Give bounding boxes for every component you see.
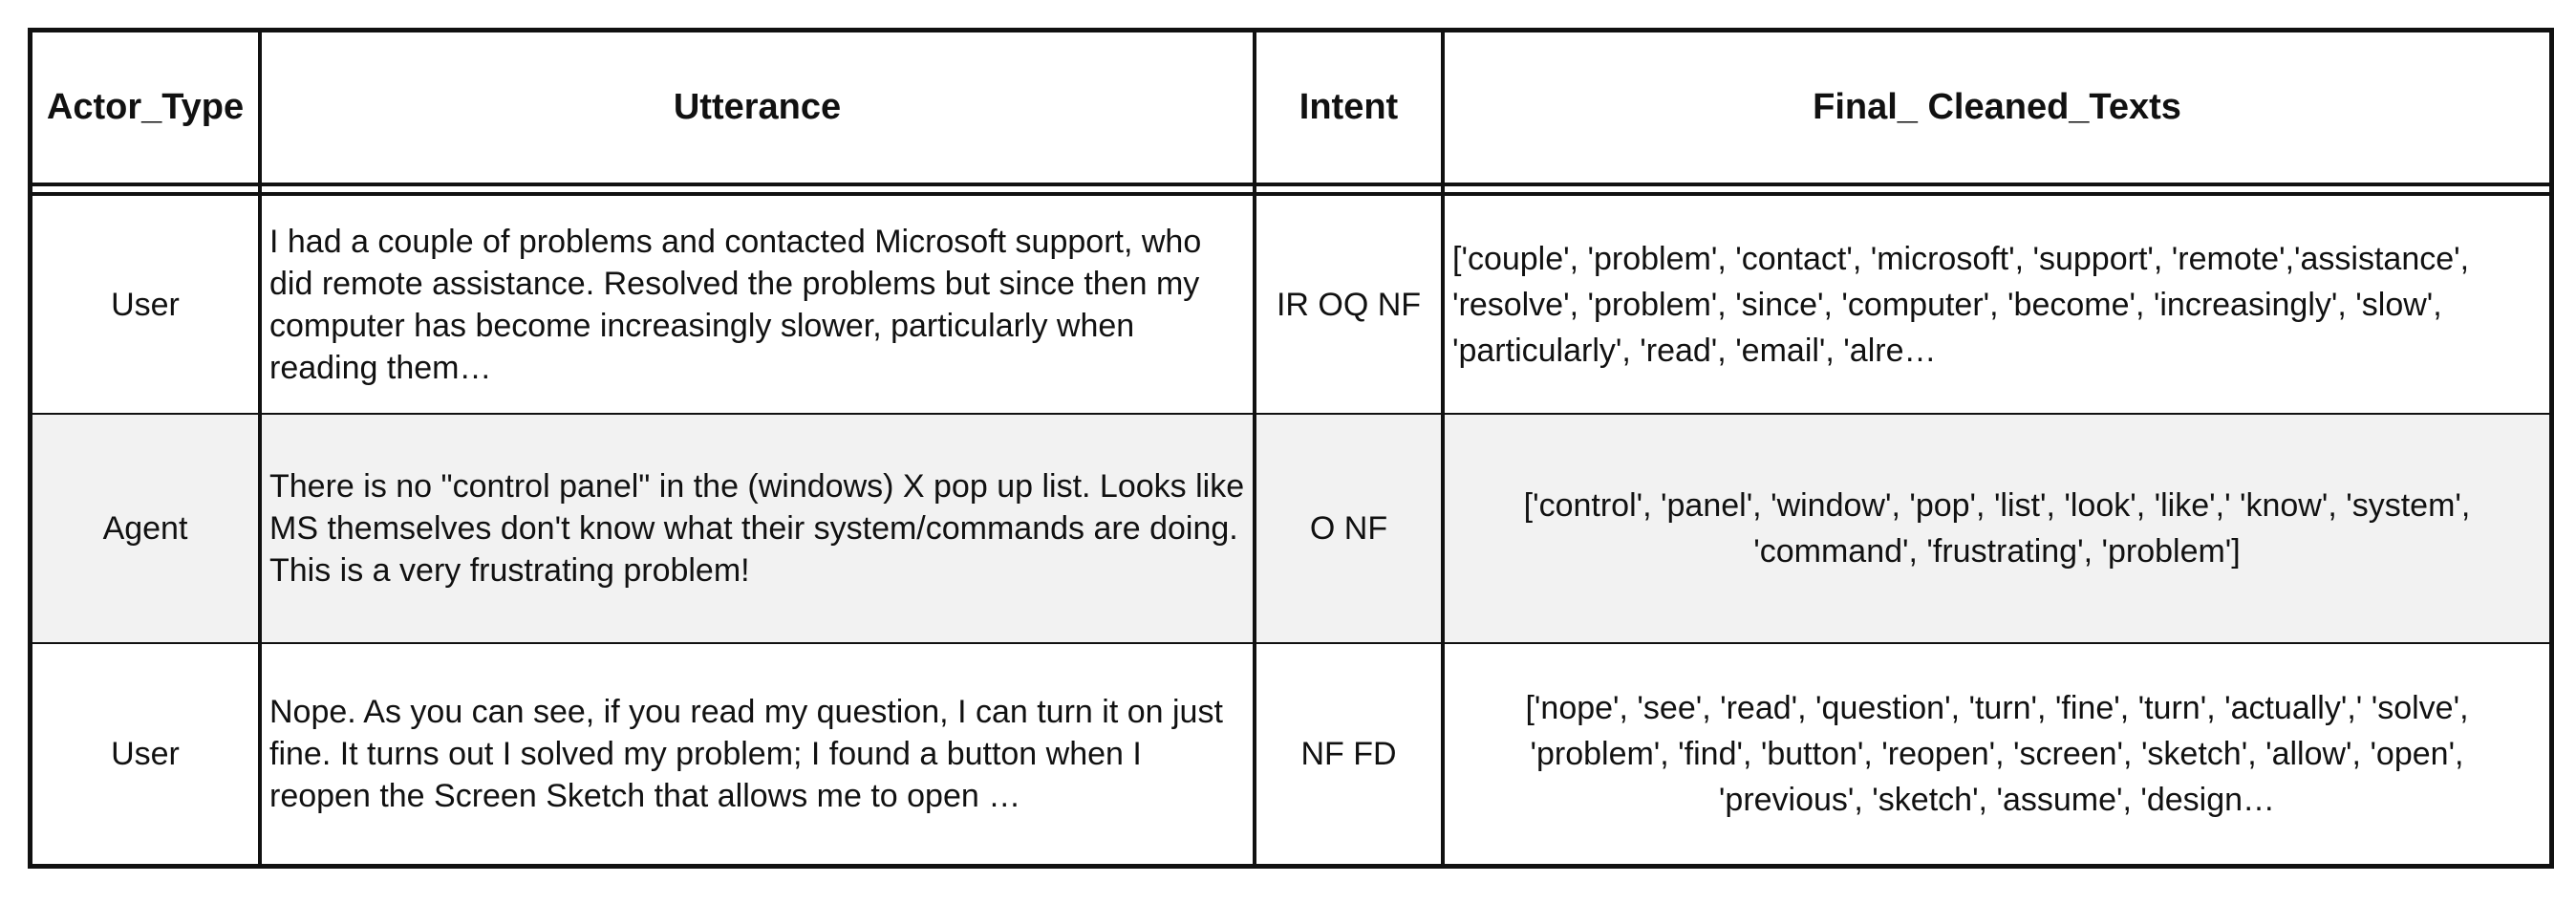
data-table [28, 28, 2554, 869]
header-utterance: Utterance [673, 87, 842, 127]
header-final-cleaned-texts: Final_ Cleaned_Texts [1813, 87, 2181, 127]
row-2-utterance: There is no "control panel" in the (windows) X pop up list. Looks like MS themselves don't know what their system/commands are doing. This is a very frustrating problem! [269, 468, 1245, 589]
row-3-actor: User [111, 736, 180, 772]
row-3-cleaned-texts: ['nope', 'see', 'read', 'question', 'turn', 'fine', 'turn', 'actually',' 'solve', 'problem', 'find', 'button', 'reopen', 'screen', 'sketch', 'allow', 'open', 'previous', 'sketch', 'assume', 'design… [1525, 690, 2469, 818]
row-3-utterance: Nope. As you can see, if you read my question, I can turn it on just fine. It turns out I solved my problem; I found a button when I reopen the Screen Sketch that allows me to open … [269, 694, 1223, 814]
row-3-intent: NF FD [1300, 736, 1397, 772]
row-1-intent: IR OQ NF [1276, 286, 1422, 323]
row-1-actor: User [111, 286, 180, 323]
header-intent: Intent [1299, 87, 1399, 127]
header-actor-type: Actor_Type [46, 87, 245, 127]
row-2-cleaned-texts: ['control', 'panel', 'window', 'pop', 'list', 'look', 'like',' 'know', 'system', 'command', 'frustrating', 'problem'] [1523, 487, 2471, 570]
row-1-cleaned-texts: ['couple', 'problem', 'contact', 'microsoft', 'support', 'remote','assistance', 'resolve', 'problem', 'since', 'computer', 'become', 'increasingly', 'slow', 'particularly', 'read', 'email', 'alre… [1452, 240, 2470, 369]
header-divider-top [32, 183, 2549, 186]
row-1-utterance: I had a couple of problems and contacted Microsoft support, who did remote assistance. Resolved the problems but since then my computer has become increasingly slower, particularly when reading them… [269, 223, 1202, 386]
row-2-intent: O NF [1309, 510, 1388, 547]
row-2-actor: Agent [102, 510, 188, 547]
